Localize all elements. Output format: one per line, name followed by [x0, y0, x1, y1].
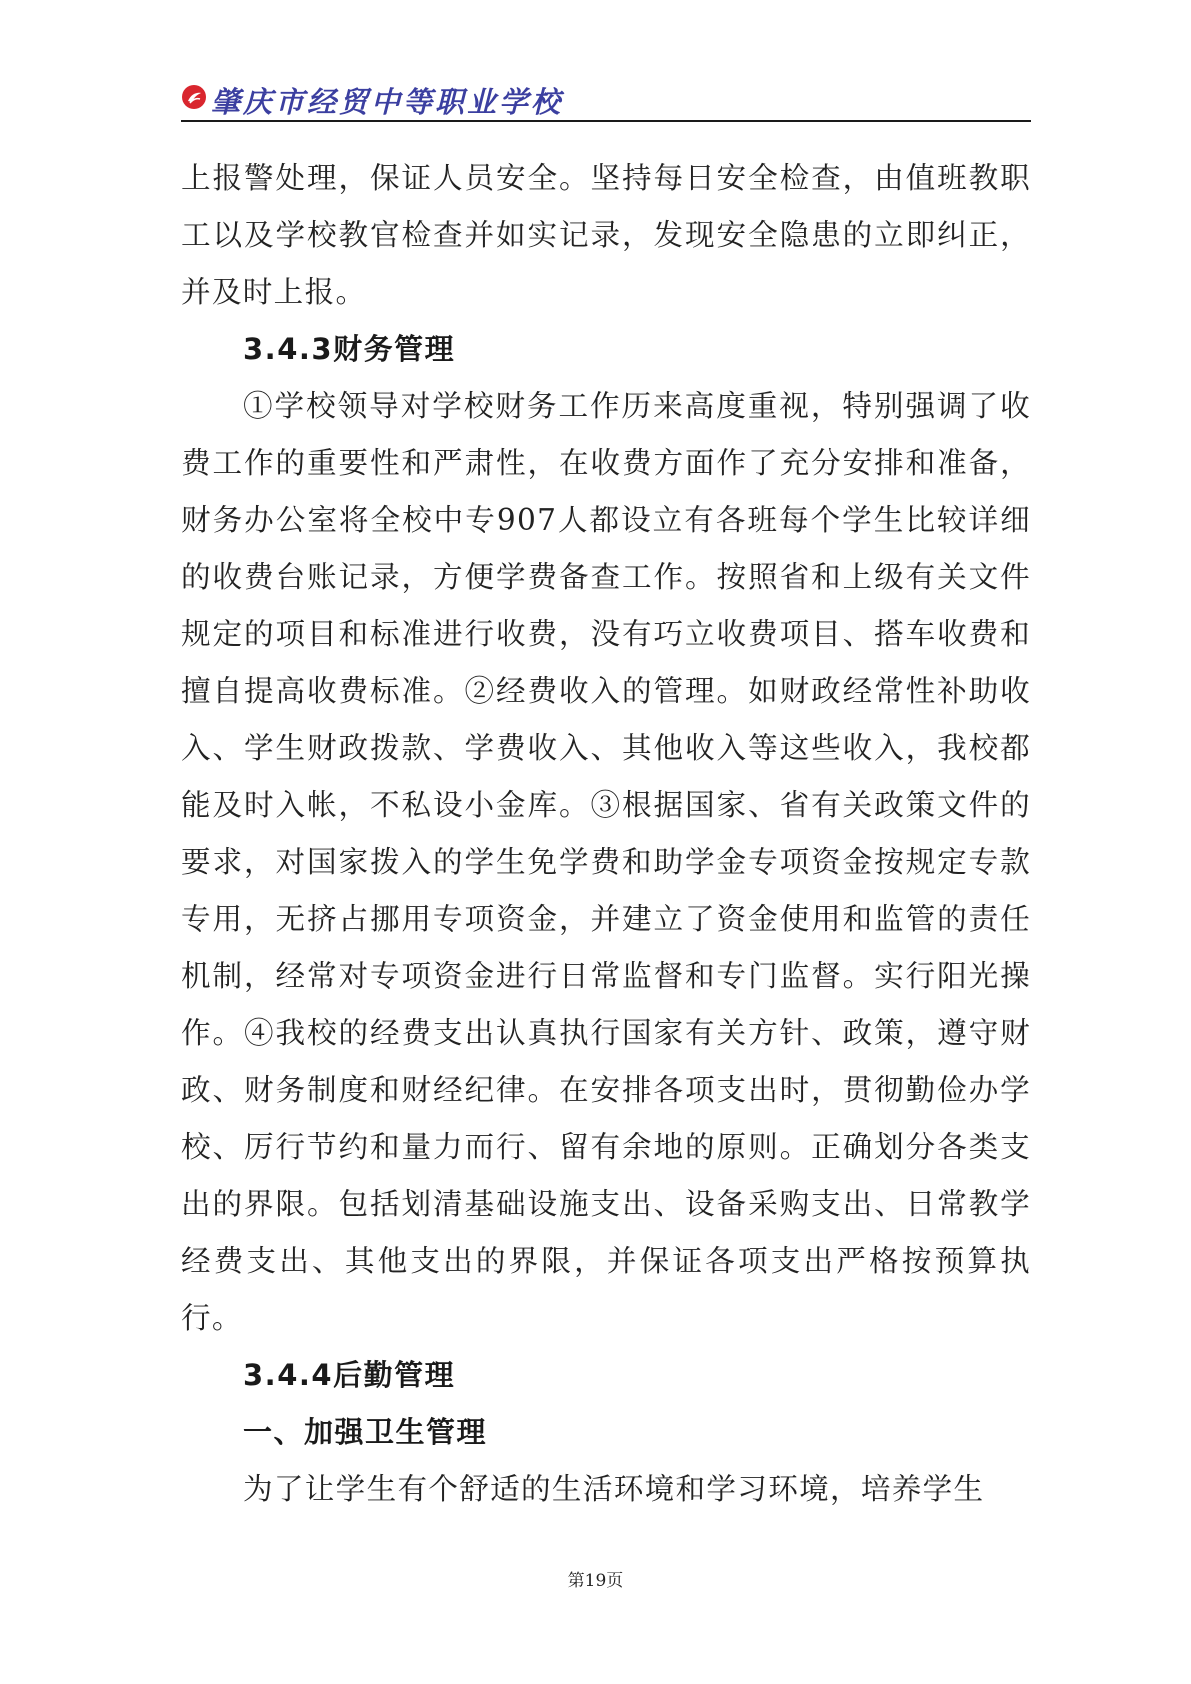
paragraph-safety-end: 上报警处理，保证人员安全。坚持每日安全检查，由值班教职工以及学校教官检查并如实记录，发现安全隐患的立即纠正，并及时上报。 [181, 161, 1031, 309]
page-body [181, 150, 1031, 1518]
page-number: 第19页 [567, 1571, 624, 1591]
section-heading-finance: 3.4.3财务管理 [243, 332, 456, 366]
paragraph-hygiene: 为了让学生有个舒适的生活环境和学习环境，培养学生 [243, 1472, 985, 1506]
school-logo-icon [181, 84, 207, 110]
page-header [181, 78, 1031, 122]
paragraph-finance: ①学校领导对学校财务工作历来高度重视，特别强调了收费工作的重要性和严肃性，在收费方面作了充分安排和准备，财务办公室将全校中专907人都设立有各班每个学生比较详细的收费台账记录，方便学费备查工作。按照省和上级有关文件规定的项目和标准进行收费，没有巧立收费项目、搭车收费和擅自提高收费标准。②经费收入的管理。如财政经常性补助收入、学生财政拨款、学费收入、其他收入等这些收入，我校都能及时入帐，不私设小金库。③根据国家、省有关政策文件的要求，对国家拨入的学生免学费和助学金专项资金按规定专款专用，无挤占挪用专项资金，并建立了资金使用和监管的责任机制，经常对专项资金进行日常监督和专门监督。实行阳光操作。④我校的经费支出认真执行国家有关方针、政策，遵守财政、财务制度和财经纪律。在安排各项支出时，贯彻勤俭办学校、厉行节约和量力而行、留有余地的原则。正确划分各类支出的界限。包括划清基础设施支出、设备采购支出、日常教学经费支出、其他支出的界限，并保证各项支出严格按预算执行。 [181, 389, 1031, 1335]
school-name: 肇庆市经贸中等职业学校 [211, 85, 564, 119]
section-heading-logistics: 3.4.4后勤管理 [243, 1358, 456, 1392]
subsection-heading-hygiene: 一、加强卫生管理 [243, 1415, 488, 1449]
